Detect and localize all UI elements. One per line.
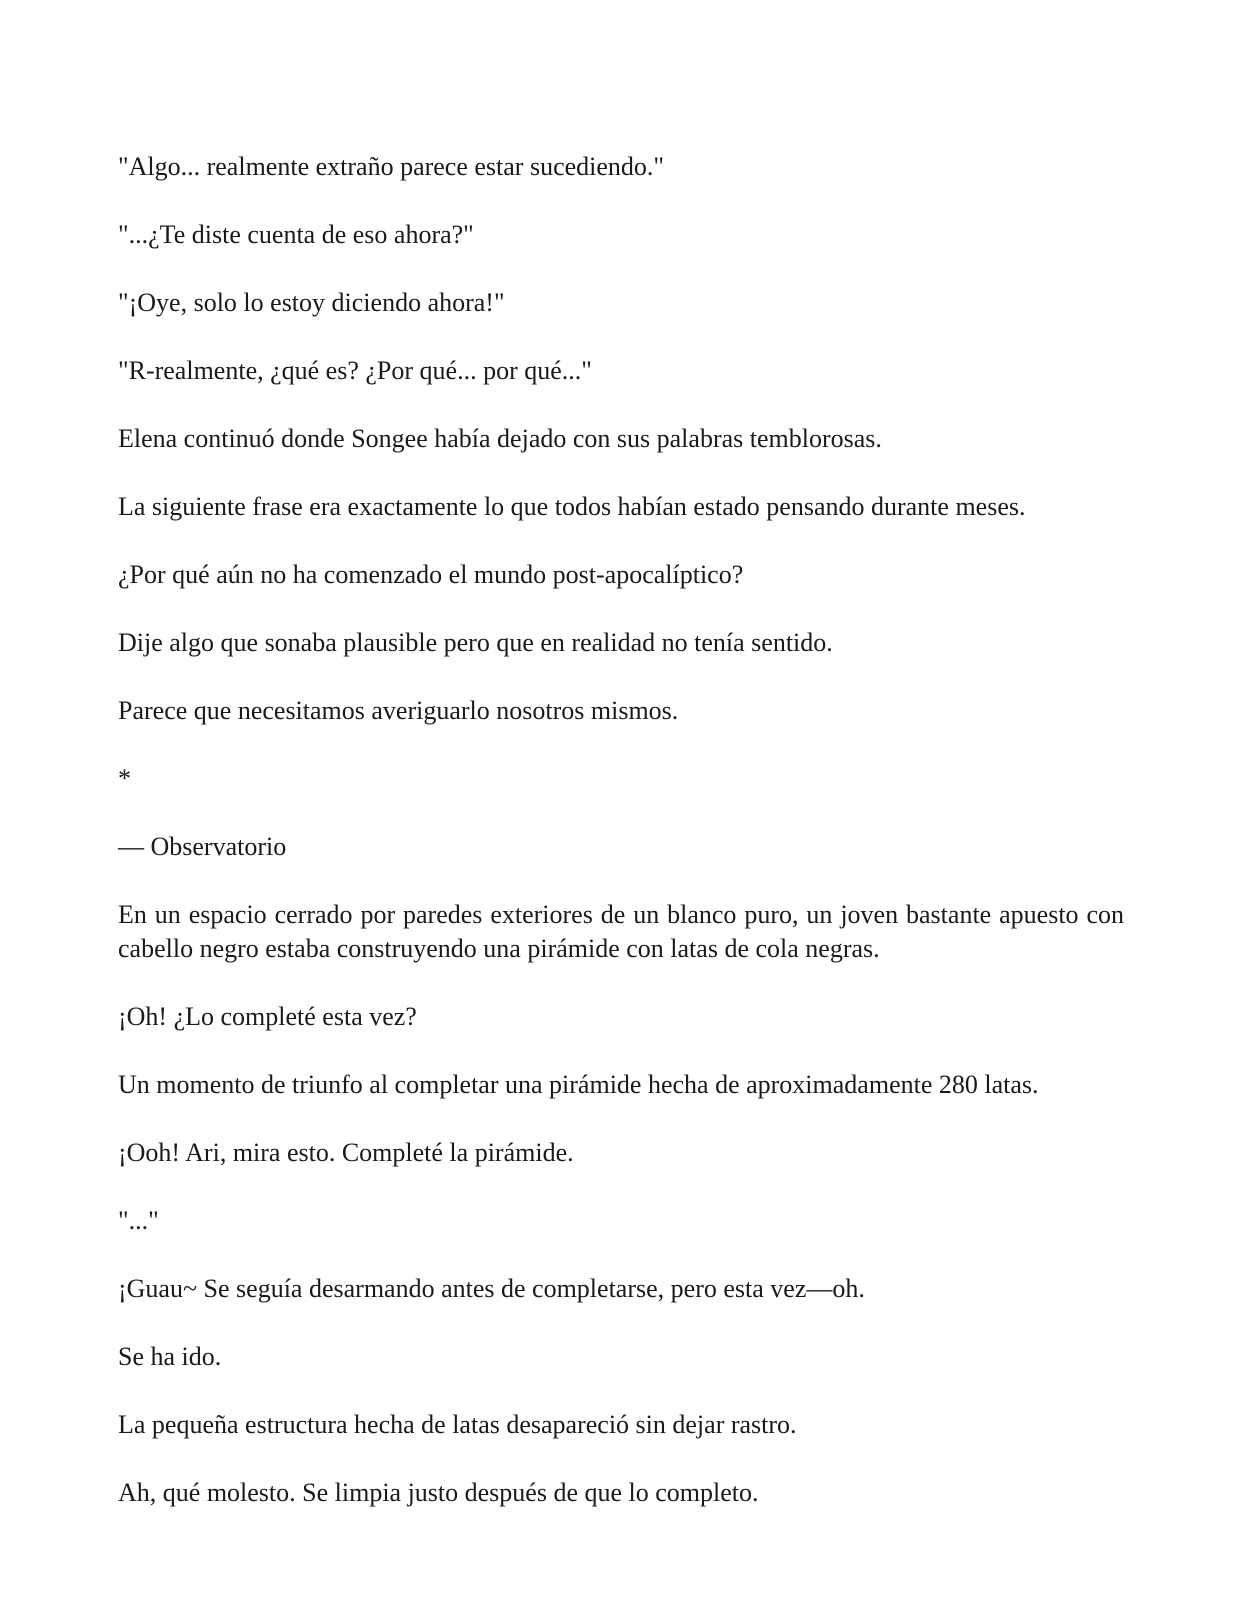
dialogue-line: "¡Oye, solo lo estoy diciendo ahora!" xyxy=(118,288,505,317)
narration-paragraph: En un espacio cerrado por paredes exteriores de un blanco puro, un joven bastante apuesto con cabello negro estaba construyendo una pirámide con latas de cola negras. xyxy=(118,900,1124,963)
dialogue-line: "..." xyxy=(118,1206,159,1235)
narration-paragraph: ¡Ooh! Ari, mira esto. Completé la pirámide. xyxy=(118,1138,574,1167)
narration-paragraph: ¡Oh! ¿Lo completé esta vez? xyxy=(118,1002,417,1031)
scene-break: * xyxy=(118,764,131,793)
dialogue-line: "R-realmente, ¿qué es? ¿Por qué... por qué..." xyxy=(118,356,592,385)
dialogue-line: "...¿Te diste cuenta de eso ahora?" xyxy=(118,220,474,249)
narration-paragraph: La pequeña estructura hecha de latas desapareció sin dejar rastro. xyxy=(118,1410,797,1439)
narration-paragraph: ¡Guau~ Se seguía desarmando antes de completarse, pero esta vez—oh. xyxy=(118,1274,865,1303)
narration-paragraph: Elena continuó donde Songee había dejado con sus palabras temblorosas. xyxy=(118,424,882,453)
narration-paragraph: Parece que necesitamos averiguarlo nosotros mismos. xyxy=(118,696,679,725)
narration-paragraph: ¿Por qué aún no ha comenzado el mundo post-apocalíptico? xyxy=(118,560,744,589)
document-page xyxy=(118,150,1124,1510)
narration-paragraph: La siguiente frase era exactamente lo que todos habían estado pensando durante meses. xyxy=(118,492,1026,521)
scene-heading: — Observatorio xyxy=(118,832,287,861)
narration-paragraph: Dije algo que sonaba plausible pero que en realidad no tenía sentido. xyxy=(118,628,833,657)
narration-paragraph: Un momento de triunfo al completar una pirámide hecha de aproximadamente 280 latas. xyxy=(118,1070,1039,1099)
narration-paragraph: Ah, qué molesto. Se limpia justo después de que lo completo. xyxy=(118,1478,759,1507)
narration-paragraph: Se ha ido. xyxy=(118,1342,222,1371)
dialogue-line: "Algo... realmente extraño parece estar sucediendo." xyxy=(118,152,665,181)
